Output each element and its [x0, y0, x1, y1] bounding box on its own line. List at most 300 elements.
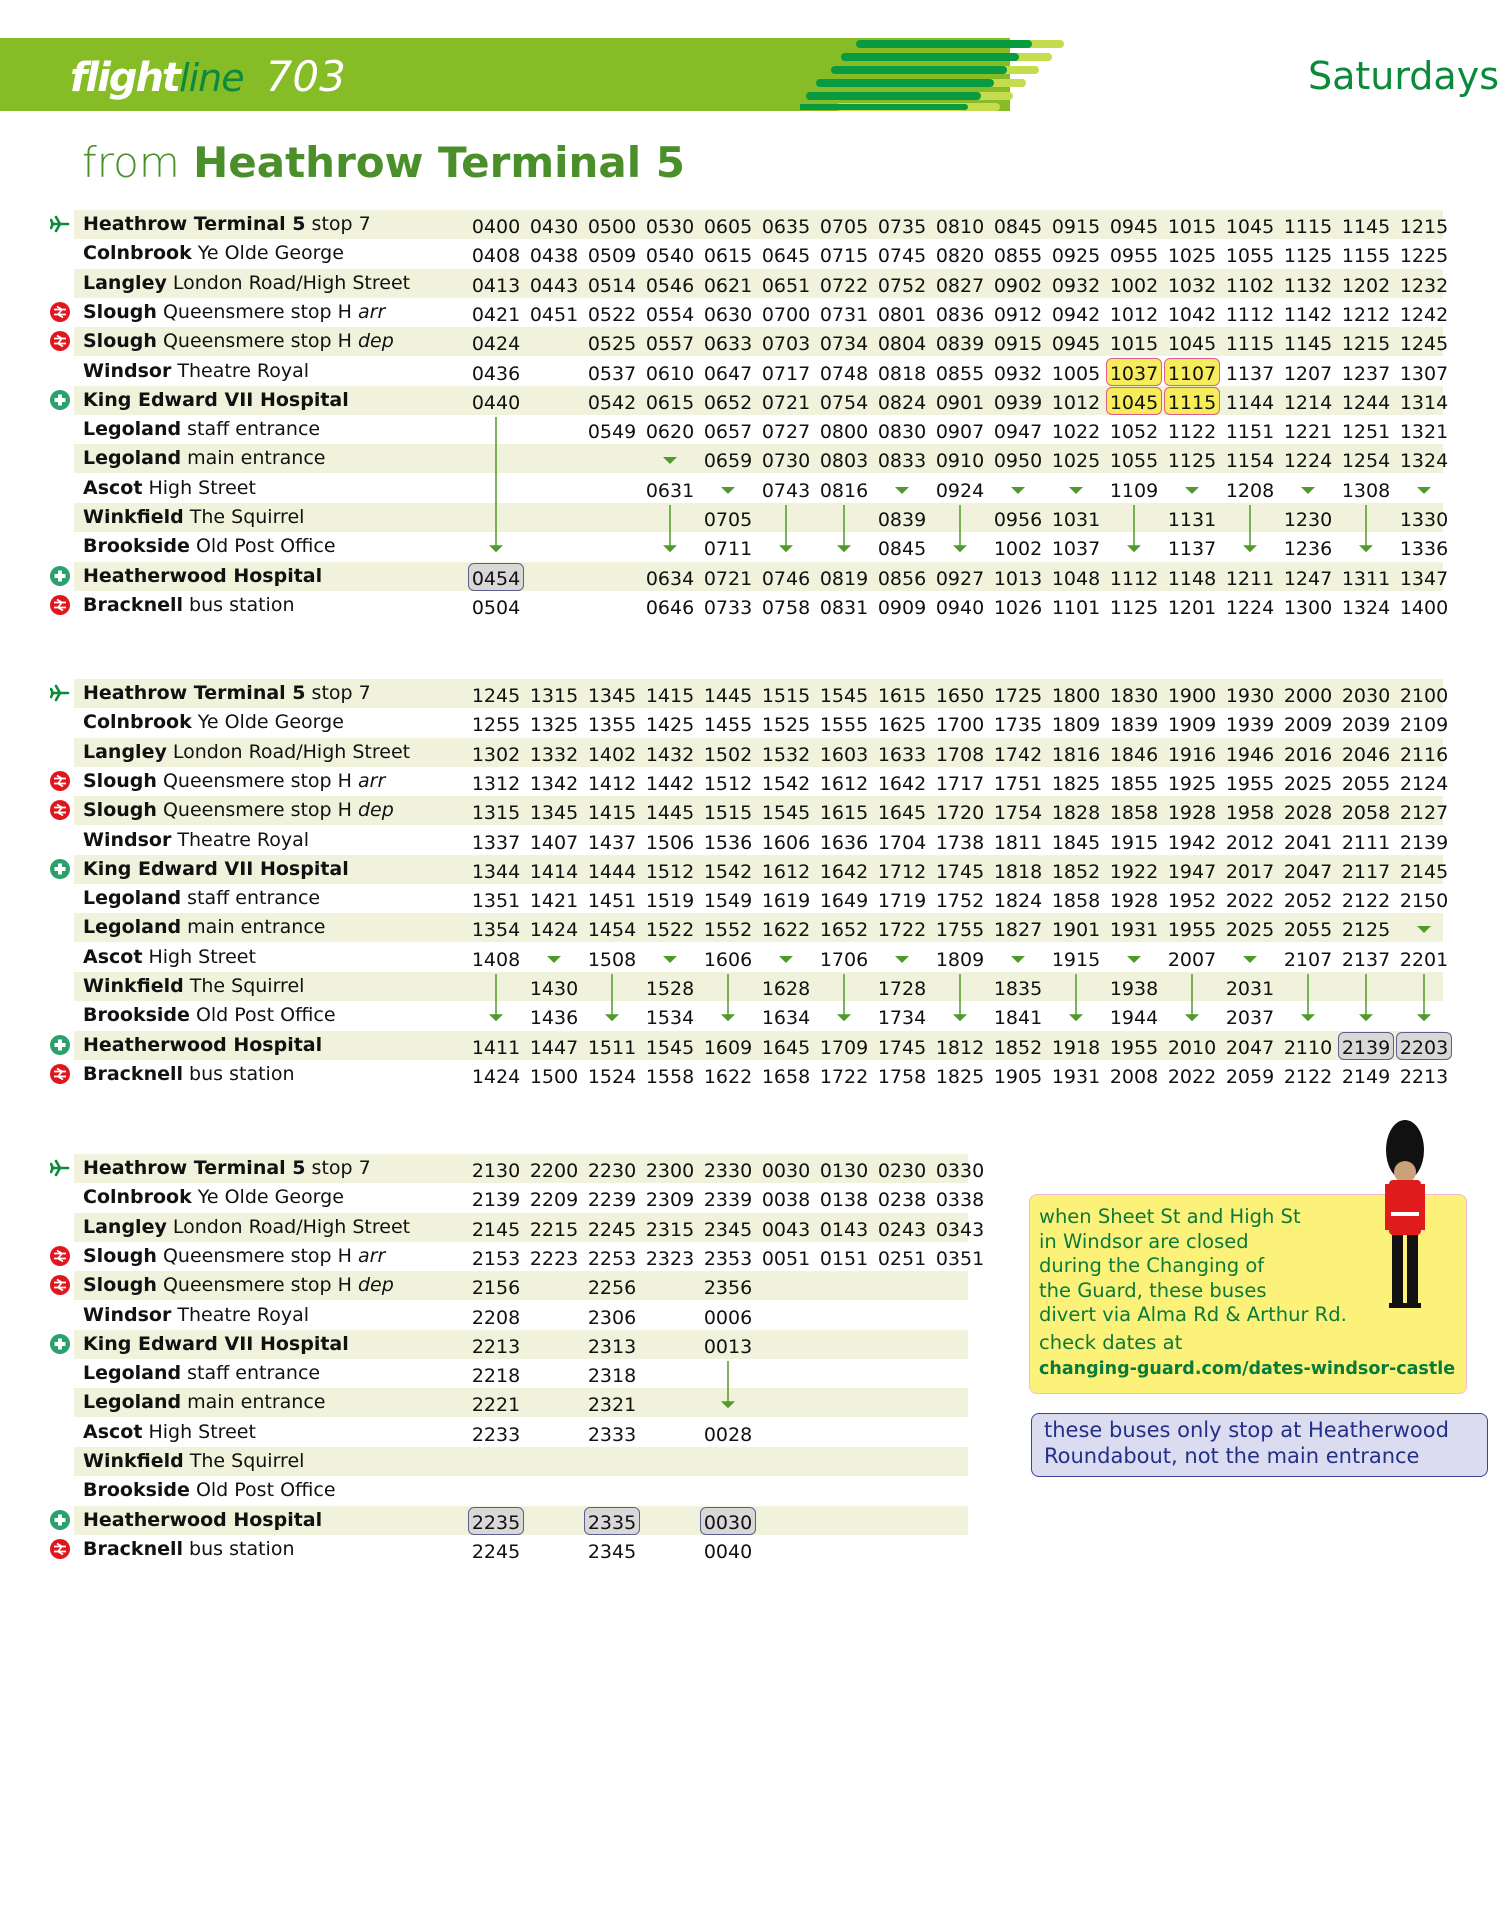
departure-time: 0436 — [471, 362, 521, 385]
departure-time: 1115 — [1167, 391, 1217, 414]
departure-time: 1013 — [993, 567, 1043, 590]
no-stop-marker — [1124, 951, 1144, 967]
departure-time: 1745 — [877, 1036, 927, 1059]
stop-detail: High Street — [142, 476, 256, 499]
departure-time: 1852 — [993, 1036, 1043, 1059]
departure-time: 1916 — [1167, 743, 1217, 766]
departure-time: 1311 — [1341, 567, 1391, 590]
departure-time: 2213 — [1399, 1065, 1449, 1088]
departure-time: 0819 — [819, 567, 869, 590]
departure-time: 1633 — [877, 743, 927, 766]
departure-time: 0855 — [993, 245, 1043, 268]
departure-time: 0942 — [1051, 303, 1101, 326]
departure-time: 1612 — [819, 772, 869, 795]
hospital-icon — [50, 1334, 70, 1354]
departure-time: 1845 — [1051, 831, 1101, 854]
stop-detail: High Street — [142, 945, 256, 968]
departure-time: 0443 — [529, 274, 579, 297]
departure-time: 1818 — [993, 860, 1043, 883]
departure-time: 0831 — [819, 596, 869, 619]
departure-time: 0743 — [761, 479, 811, 502]
departure-time: 1634 — [761, 1007, 811, 1030]
departure-time: 1330 — [1399, 509, 1449, 531]
stop-town: Legoland — [83, 887, 182, 910]
departure-time: 1042 — [1167, 303, 1217, 326]
departure-time: 2245 — [471, 1540, 521, 1563]
departure-time: 0051 — [761, 1247, 811, 1270]
departure-time: 0731 — [819, 303, 869, 326]
departure-time: 0855 — [935, 362, 985, 385]
departure-time: 0615 — [645, 391, 695, 414]
departure-time: 2208 — [471, 1306, 521, 1329]
departure-time: 1609 — [703, 1036, 753, 1059]
departure-time: 1022 — [1051, 421, 1101, 444]
departure-time: 1332 — [529, 743, 579, 766]
stop-detail: stop 7 — [305, 1157, 371, 1179]
departure-time: 2130 — [471, 1160, 521, 1182]
stop-town: Legoland — [83, 447, 182, 470]
departure-time: 1515 — [703, 802, 753, 825]
departure-time: 1717 — [935, 772, 985, 795]
stop-name — [83, 767, 385, 796]
departure-time: 1225 — [1399, 245, 1449, 268]
departure-time: 2318 — [587, 1365, 637, 1388]
stop-name — [83, 796, 394, 825]
departure-time: 1755 — [935, 919, 985, 942]
hospital-icon — [50, 566, 70, 586]
departure-time: 1519 — [645, 890, 695, 913]
rail-icon — [50, 331, 70, 351]
stop-town: Slough — [83, 1244, 157, 1267]
stop-suffix: arr — [351, 769, 386, 792]
departure-time: 2009 — [1283, 714, 1333, 737]
no-stop-marker — [1066, 482, 1086, 498]
departure-time: 2239 — [587, 1189, 637, 1212]
departure-time: 1005 — [1051, 362, 1101, 385]
departure-time: 0330 — [935, 1160, 985, 1182]
departure-time: 1112 — [1225, 303, 1275, 326]
departure-time: 1107 — [1167, 362, 1217, 385]
departure-time: 1545 — [819, 685, 869, 707]
departure-time: 1512 — [645, 860, 695, 883]
departure-time: 1545 — [761, 802, 811, 825]
departure-time: 1337 — [471, 831, 521, 854]
departure-time: 0424 — [471, 333, 521, 356]
departure-time: 1208 — [1225, 479, 1275, 502]
departure-time: 0754 — [819, 391, 869, 414]
departure-time: 0659 — [703, 450, 753, 473]
stop-detail: Queensmere stop H — [156, 330, 352, 353]
departure-time: 1355 — [587, 714, 637, 737]
departure-time: 1115 — [1283, 216, 1333, 238]
departure-time: 0542 — [587, 391, 637, 414]
stop-name — [83, 1183, 344, 1212]
departure-time: 0820 — [935, 245, 985, 268]
departure-time: 1858 — [1051, 890, 1101, 913]
departure-time: 0522 — [587, 303, 637, 326]
stop-detail: Queensmere stop H — [156, 1274, 352, 1297]
departure-time: 1858 — [1109, 802, 1159, 825]
departure-time: 1312 — [471, 772, 521, 795]
departure-time: 0800 — [819, 421, 869, 444]
departure-time: 2125 — [1341, 919, 1391, 942]
departure-time: 1300 — [1283, 596, 1333, 619]
departure-time: 0733 — [703, 596, 753, 619]
departure-time: 1841 — [993, 1007, 1043, 1030]
departure-time: 0717 — [761, 362, 811, 385]
departure-time: 1137 — [1167, 538, 1217, 561]
stop-detail: Ye Olde George — [191, 1186, 344, 1209]
departure-time: 1131 — [1167, 509, 1217, 531]
note-line: these buses only stop at Heatherwood — [1044, 1418, 1449, 1442]
route-number: 703 — [265, 52, 346, 101]
departure-time: 1645 — [877, 802, 927, 825]
departure-time: 1344 — [471, 860, 521, 883]
departure-time: 0151 — [819, 1247, 869, 1270]
skip-arrow-long — [486, 417, 506, 556]
check-dates-label: check dates at — [1039, 1331, 1183, 1354]
departure-time: 2215 — [529, 1218, 579, 1241]
departure-time: 2223 — [529, 1247, 579, 1270]
departure-time: 2022 — [1167, 1065, 1217, 1088]
departure-time: 2321 — [587, 1394, 637, 1417]
departure-time: 2137 — [1341, 948, 1391, 971]
stop-name — [83, 884, 320, 913]
stop-town: Legoland — [83, 1391, 182, 1414]
departure-time: 1909 — [1167, 714, 1217, 737]
departure-time: 1946 — [1225, 743, 1275, 766]
departure-time: 0143 — [819, 1218, 869, 1241]
departure-time: 0827 — [935, 274, 985, 297]
stop-name — [83, 1359, 320, 1388]
stop-detail: staff entrance — [181, 1362, 321, 1385]
departure-time: 0735 — [877, 216, 927, 238]
departure-time: 1415 — [587, 802, 637, 825]
departure-time: 0839 — [935, 333, 985, 356]
stop-town: Heathrow Terminal 5 — [83, 1157, 306, 1179]
stop-name — [83, 826, 309, 855]
departure-time: 1612 — [761, 860, 811, 883]
stop-detail: stop 7 — [305, 682, 371, 704]
departure-time: 1642 — [819, 860, 869, 883]
departure-time: 1101 — [1051, 596, 1101, 619]
departure-time: 1709 — [819, 1036, 869, 1059]
departure-time: 1215 — [1399, 216, 1449, 238]
departure-time: 1502 — [703, 743, 753, 766]
departure-time: 1032 — [1167, 274, 1217, 297]
departure-time: 1424 — [529, 919, 579, 942]
departure-time: 1918 — [1051, 1036, 1101, 1059]
departure-time: 0758 — [761, 596, 811, 619]
stop-name — [83, 679, 371, 708]
stop-detail: bus station — [183, 1537, 295, 1560]
rail-icon — [50, 302, 70, 322]
departure-time: 0549 — [587, 421, 637, 444]
stop-name — [83, 972, 304, 1001]
departure-time: 2153 — [471, 1247, 521, 1270]
departure-time: 0338 — [935, 1189, 985, 1212]
departure-time: 1155 — [1341, 245, 1391, 268]
departure-time: 0932 — [993, 362, 1043, 385]
stop-town: Slough — [83, 769, 157, 792]
departure-time: 2016 — [1283, 743, 1333, 766]
departure-time: 1455 — [703, 714, 753, 737]
departure-time: 1025 — [1167, 245, 1217, 268]
stop-name — [83, 1301, 309, 1330]
departure-time: 1824 — [993, 890, 1043, 913]
departure-time: 1247 — [1283, 567, 1333, 590]
departure-time: 2145 — [1399, 860, 1449, 883]
stop-detail: Queensmere stop H — [156, 1244, 352, 1267]
departure-time: 1412 — [587, 772, 637, 795]
departure-time: 1542 — [703, 860, 753, 883]
departure-time: 0909 — [877, 596, 927, 619]
departure-time: 1045 — [1109, 391, 1159, 414]
departure-time: 0939 — [993, 391, 1043, 414]
departure-time: 0230 — [877, 1160, 927, 1182]
stop-town: Langley — [83, 1215, 167, 1238]
departure-time: 1015 — [1167, 216, 1217, 238]
stop-town: King Edward VII Hospital — [83, 857, 349, 880]
departure-time: 1026 — [993, 596, 1043, 619]
departure-time: 1055 — [1109, 450, 1159, 473]
departure-time: 1255 — [471, 714, 521, 737]
stop-town: Brookside — [83, 1479, 190, 1502]
departure-time: 2122 — [1283, 1065, 1333, 1088]
stop-town: Legoland — [83, 1362, 182, 1385]
departure-time: 1512 — [703, 772, 753, 795]
departure-time: 1245 — [1399, 333, 1449, 356]
skip-arrow-long — [834, 974, 854, 1025]
stop-detail: Queensmere stop H — [156, 769, 352, 792]
departure-time: 1454 — [587, 919, 637, 942]
departure-time: 1430 — [529, 978, 579, 1000]
stop-town: Windsor — [83, 1303, 172, 1326]
departure-time: 1828 — [1051, 802, 1101, 825]
stop-name — [83, 1506, 322, 1535]
departure-time: 1738 — [935, 831, 985, 854]
departure-time: 2111 — [1341, 831, 1391, 854]
departure-time: 1154 — [1225, 450, 1275, 473]
departure-time: 1207 — [1283, 362, 1333, 385]
departure-time: 0546 — [645, 274, 695, 297]
skip-arrow-long — [950, 974, 970, 1025]
stop-town: Ascot — [83, 476, 143, 499]
note-line: in Windsor are closed — [1039, 1229, 1249, 1253]
stop-suffix: dep — [351, 799, 394, 822]
rail-icon — [50, 1064, 70, 1084]
departure-time: 0421 — [471, 303, 521, 326]
departure-time: 1244 — [1341, 391, 1391, 414]
departure-time: 1622 — [761, 919, 811, 942]
departure-time: 2041 — [1283, 831, 1333, 854]
departure-time: 2117 — [1341, 860, 1391, 883]
stop-town: Windsor — [83, 828, 172, 851]
departure-time: 1615 — [819, 802, 869, 825]
departure-time: 2030 — [1341, 685, 1391, 707]
hospital-icon — [50, 1035, 70, 1055]
stop-detail: London Road/High Street — [166, 740, 411, 763]
departure-time: 1930 — [1225, 685, 1275, 707]
departure-time: 2124 — [1399, 772, 1449, 795]
stop-town: Heatherwood Hospital — [83, 564, 323, 587]
departure-time: 2047 — [1283, 860, 1333, 883]
departure-time: 2201 — [1399, 948, 1449, 971]
changing-guard-link[interactable]: changing-guard.com/dates-windsor-castle — [1039, 1359, 1456, 1379]
departure-time: 1734 — [877, 1007, 927, 1030]
departure-time: 0700 — [761, 303, 811, 326]
departure-time: 1425 — [645, 714, 695, 737]
departure-time: 1236 — [1283, 538, 1333, 561]
departure-time: 0430 — [529, 216, 579, 238]
stop-name — [83, 1154, 371, 1183]
departure-time: 0705 — [819, 216, 869, 238]
departure-time: 0912 — [993, 303, 1043, 326]
departure-time: 1407 — [529, 831, 579, 854]
stop-name — [83, 1418, 256, 1447]
departure-time: 2145 — [471, 1218, 521, 1241]
skip-arrow-long — [1298, 974, 1318, 1025]
departure-time: 1534 — [645, 1007, 695, 1030]
skip-arrow-long — [486, 974, 506, 1025]
no-stop-marker — [660, 452, 680, 468]
departure-time: 0705 — [703, 509, 753, 531]
departure-time: 1742 — [993, 743, 1043, 766]
note-line: the Guard, these buses — [1039, 1278, 1267, 1302]
stop-name — [83, 1242, 385, 1271]
departure-time: 1625 — [877, 714, 927, 737]
royal-guard-icon — [1375, 1120, 1435, 1315]
departure-time: 1145 — [1341, 216, 1391, 238]
stop-name — [83, 327, 394, 356]
departure-time: 2200 — [529, 1160, 579, 1182]
stop-detail: staff entrance — [181, 887, 321, 910]
departure-time: 2107 — [1283, 948, 1333, 971]
departure-time: 1102 — [1225, 274, 1275, 297]
departure-time: 1148 — [1167, 567, 1217, 590]
departure-time: 2233 — [471, 1423, 521, 1446]
departure-time: 1615 — [877, 685, 927, 707]
departure-time: 1542 — [761, 772, 811, 795]
no-stop-marker — [660, 951, 680, 967]
departure-time: 1922 — [1109, 860, 1159, 883]
departure-time: 0633 — [703, 333, 753, 356]
stop-town: Langley — [83, 740, 167, 763]
departure-time: 2253 — [587, 1247, 637, 1270]
departure-time: 2139 — [1399, 831, 1449, 854]
stop-suffix: arr — [351, 300, 386, 323]
departure-time: 0557 — [645, 333, 695, 356]
departure-time: 1500 — [529, 1065, 579, 1088]
no-stop-marker — [1008, 482, 1028, 498]
departure-time: 1928 — [1167, 802, 1217, 825]
departure-time: 0605 — [703, 216, 753, 238]
stop-name — [83, 1031, 322, 1060]
departure-time: 2149 — [1341, 1065, 1391, 1088]
departure-time: 0833 — [877, 450, 927, 473]
departure-time: 0657 — [703, 421, 753, 444]
rail-icon — [50, 595, 70, 615]
hospital-icon — [50, 1510, 70, 1530]
note-line: when Sheet St and High St — [1039, 1205, 1301, 1228]
skip-arrow-long — [1356, 505, 1376, 556]
departure-time: 2046 — [1341, 743, 1391, 766]
departure-time: 1345 — [529, 802, 579, 825]
departure-time: 1125 — [1167, 450, 1217, 473]
stop-name — [83, 298, 385, 327]
stop-suffix: dep — [351, 330, 394, 353]
departure-time: 1658 — [761, 1065, 811, 1088]
departure-time: 0646 — [645, 596, 695, 619]
departure-time: 1944 — [1109, 1007, 1159, 1030]
departure-time: 0509 — [587, 245, 637, 268]
departure-time: 2330 — [703, 1160, 753, 1182]
departure-time: 1931 — [1051, 1065, 1101, 1088]
departure-time: 1336 — [1399, 538, 1449, 561]
departure-time: 1952 — [1167, 890, 1217, 913]
departure-time: 0620 — [645, 421, 695, 444]
departure-time: 1958 — [1225, 802, 1275, 825]
departure-time: 2300 — [645, 1160, 695, 1182]
departure-time: 0902 — [993, 274, 1043, 297]
departure-time: 2110 — [1283, 1036, 1333, 1059]
departure-time: 0856 — [877, 567, 927, 590]
stop-town: Colnbrook — [83, 242, 192, 265]
departure-time: 0816 — [819, 479, 869, 502]
departure-time: 1415 — [645, 685, 695, 707]
departure-time: 0727 — [761, 421, 811, 444]
departure-time: 0351 — [935, 1247, 985, 1270]
departure-time: 0028 — [703, 1423, 753, 1446]
departure-time: 2218 — [471, 1365, 521, 1388]
stop-name — [83, 444, 325, 473]
departure-time: 1221 — [1283, 421, 1333, 444]
stop-name — [83, 1001, 336, 1030]
logo-flight: flight — [70, 55, 180, 101]
stop-name — [83, 1213, 410, 1242]
stop-town: Brookside — [83, 1004, 190, 1027]
departure-time: 1525 — [761, 714, 811, 737]
departure-time: 1545 — [645, 1036, 695, 1059]
stop-name — [83, 562, 322, 591]
departure-time: 1555 — [819, 714, 869, 737]
departure-time: 2037 — [1225, 1007, 1275, 1030]
departure-time: 0030 — [703, 1511, 753, 1534]
stop-name — [83, 855, 349, 884]
departure-time: 1511 — [587, 1036, 637, 1059]
departure-time: 0610 — [645, 362, 695, 385]
stop-town: Colnbrook — [83, 711, 192, 734]
stop-name — [83, 415, 320, 444]
departure-time: 1522 — [645, 919, 695, 942]
skip-arrow-long — [1414, 974, 1434, 1025]
stop-name — [83, 269, 410, 298]
departure-time: 1411 — [471, 1036, 521, 1059]
page-title — [82, 138, 685, 187]
departure-time: 1827 — [993, 919, 1043, 942]
departure-time: 1706 — [819, 948, 869, 971]
skip-arrow-long — [1356, 974, 1376, 1025]
departure-time: 0652 — [703, 391, 753, 414]
departure-time: 2356 — [703, 1277, 753, 1300]
departure-time: 2100 — [1399, 685, 1449, 707]
rail-icon — [50, 1275, 70, 1295]
departure-time: 1955 — [1225, 772, 1275, 795]
stop-detail: The Squirrel — [183, 975, 305, 997]
stop-detail: Ye Olde George — [191, 242, 344, 265]
day-label: Saturdays — [1307, 54, 1499, 98]
departure-time: 2116 — [1399, 743, 1449, 766]
